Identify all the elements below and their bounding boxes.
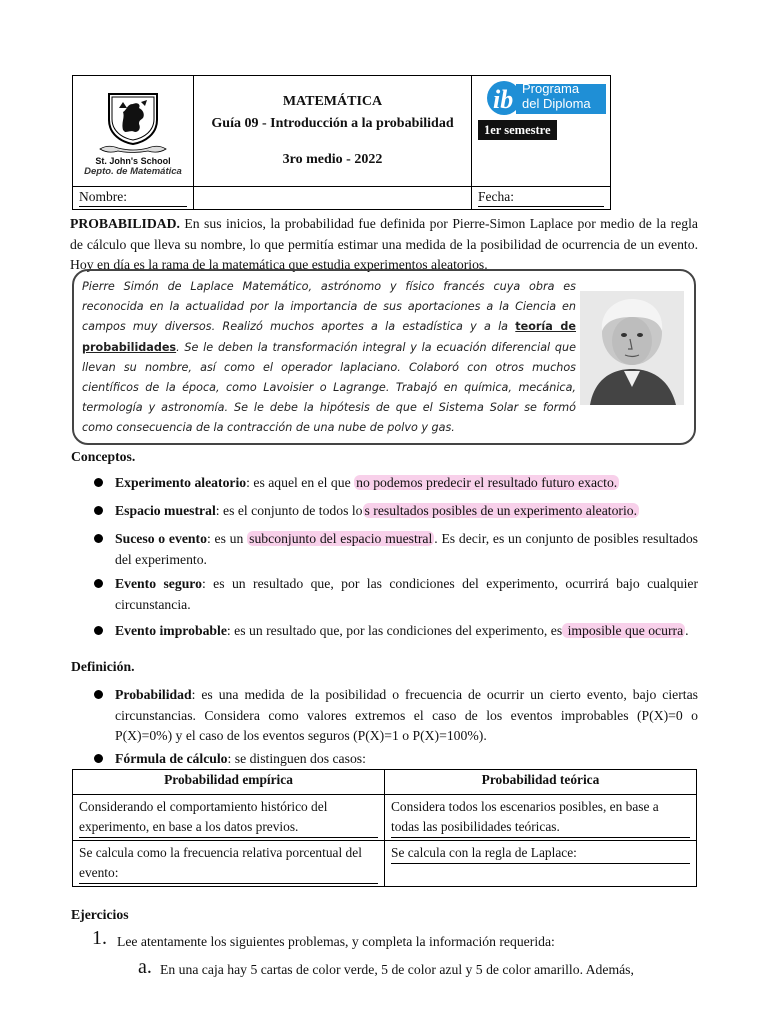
definition-probability: Probabilidad: es una medida de la posibilidad o frecuencia de ocurrir un cierto evento, bajo ciertas circunstancias. Considera como valores extremos el caso de los eventos improbables (P(X)=0 o P(X)=0%) y el caso de los eventos seguros (P(X)=1 o P(X)=100%). bbox=[95, 685, 698, 747]
name-blank-cell[interactable] bbox=[194, 187, 472, 210]
concept-item-random-experiment: Experimento aleatorio: es aquel en el que no podemos predecir el resultado futuro exacto. bbox=[95, 473, 698, 494]
ib-cell bbox=[472, 76, 611, 187]
table-row bbox=[73, 795, 697, 841]
bullet-icon bbox=[94, 690, 103, 699]
ib-program-line1: Programa bbox=[522, 81, 580, 96]
exercise-1-text: Lee atentamente los siguientes problemas, y completa la información requerida: bbox=[117, 934, 555, 949]
school-name: St. John's School bbox=[95, 155, 171, 166]
table-cell[interactable]: Considerando el comportamiento histórico del experimento, en base a los datos previos. bbox=[73, 795, 385, 841]
table-row bbox=[73, 841, 697, 887]
bullet-icon bbox=[94, 626, 103, 635]
grade-year: 3ro medio - 2022 bbox=[282, 152, 383, 167]
concepts-heading: Conceptos. bbox=[71, 449, 136, 464]
intro-heading: PROBABILIDAD. bbox=[70, 216, 180, 231]
date-label: Fecha: bbox=[478, 188, 604, 207]
highlighted-text: no podemos predecir el resultado futuro exacto. bbox=[356, 475, 618, 490]
exercise-1-number: 1. bbox=[92, 927, 107, 949]
intro-text: En sus inicios, la probabilidad fue definida por Pierre-Simon Laplace por medio de la regla de cálculo que lleva su nombre, lo que permitía estimar una medida de la posibilidad de ocurrencia de un evento. Hoy en día es la rama de la matemática que estudia experimentos aleatorios. bbox=[70, 216, 698, 272]
definition-heading: Definición. bbox=[71, 659, 135, 674]
table-cell[interactable]: Se calcula con la regla de Laplace: bbox=[385, 841, 697, 887]
guide-title: Guía 09 - Introducción a la probabilidad bbox=[211, 116, 454, 131]
laplace-bio-box bbox=[72, 269, 696, 445]
name-label: Nombre: bbox=[79, 188, 187, 207]
concept-item-certain-event: Evento seguro: es un resultado que, por las condiciones del experimento, ocurrirá bajo cualquier circunstancia. bbox=[95, 574, 698, 615]
department-name: Depto. de Matemática bbox=[84, 165, 182, 177]
table-cell[interactable]: Considera todos los escenarios posibles, en base a todas las posibilidades teóricas. bbox=[385, 795, 697, 841]
probability-types-table bbox=[72, 769, 697, 887]
highlighted-text: imposible que ocurra bbox=[564, 623, 684, 638]
bullet-icon bbox=[94, 506, 103, 515]
bio-bold-term: teoría de probabilidades bbox=[82, 320, 577, 354]
exercise-a-letter: a. bbox=[138, 956, 152, 978]
highlighted-text: s resultados posibles de un experimento aleatorio. bbox=[364, 503, 638, 518]
bullet-icon bbox=[94, 478, 103, 487]
svg-text:ib: ib bbox=[493, 85, 514, 114]
concept-item-event: Suceso o evento: es un subconjunto del espacio muestral . Es decir, es un conjunto de posibles resultados del experimento. bbox=[95, 529, 698, 570]
bio-text-part2: . Se le deben la transformación integral y la ecuación diferencial que llevan su nombre, así como el operador laplaciano. Colaboró con otros muchos científicos de la época, como Lavoisier o Lagrange. Trabajó en química, mecánica, termología y astronomía. Se le debe la hipótesis de que el Sistema Solar se formó como consecuencia de la contracción de una nube de polvo y gas. bbox=[82, 340, 576, 435]
ib-program-line2: del Diploma bbox=[522, 96, 591, 111]
highlighted-text: subconjunto del espacio muestral bbox=[249, 531, 433, 546]
table-header-empirical: Probabilidad empírica bbox=[73, 770, 385, 795]
concept-item-improbable-event: Evento improbable: es un resultado que, por las condiciones del experimento, es imposible que ocurra . bbox=[95, 621, 698, 642]
header-table bbox=[72, 75, 611, 210]
bullet-icon bbox=[94, 534, 103, 543]
school-crest-icon bbox=[103, 90, 163, 146]
table-header-theoretical: Probabilidad teórica bbox=[385, 770, 697, 795]
school-logo-cell bbox=[73, 76, 194, 187]
definition-formula: Fórmula de cálculo: se distinguen dos casos: bbox=[95, 749, 698, 770]
bullet-icon bbox=[94, 754, 103, 763]
date-field-cell[interactable] bbox=[472, 187, 611, 210]
name-field-cell[interactable] bbox=[73, 187, 194, 210]
semester-badge: 1er semestre bbox=[478, 120, 557, 140]
exercises-heading: Ejercicios bbox=[71, 907, 129, 922]
laplace-portrait-image bbox=[580, 291, 684, 405]
exercise-a-text: En una caja hay 5 cartas de color verde, 5 de color azul y 5 de color amarillo. Además, bbox=[160, 962, 634, 977]
scroll-banner-icon bbox=[98, 144, 168, 154]
bio-text-part1: Pierre Simón de Laplace Matemático, astrónomo y físico francés cuya obra es reconocida en la actualidad por la importancia de sus aportaciones a la Ciencia en campos muy diversos. Realizó muchos aportes a la estadística y a la bbox=[82, 280, 576, 334]
bio-text bbox=[82, 277, 576, 439]
intro-paragraph bbox=[70, 214, 698, 276]
concept-item-sample-space: Espacio muestral: es el conjunto de todos lo s resultados posibles de un experimento aleatorio. bbox=[95, 501, 698, 522]
subject-title: MATEMÁTICA bbox=[282, 94, 383, 109]
bullet-icon bbox=[94, 579, 103, 588]
table-cell[interactable]: Se calcula como la frecuencia relativa porcentual del evento: bbox=[73, 841, 385, 887]
guide-title-cell bbox=[194, 76, 472, 187]
